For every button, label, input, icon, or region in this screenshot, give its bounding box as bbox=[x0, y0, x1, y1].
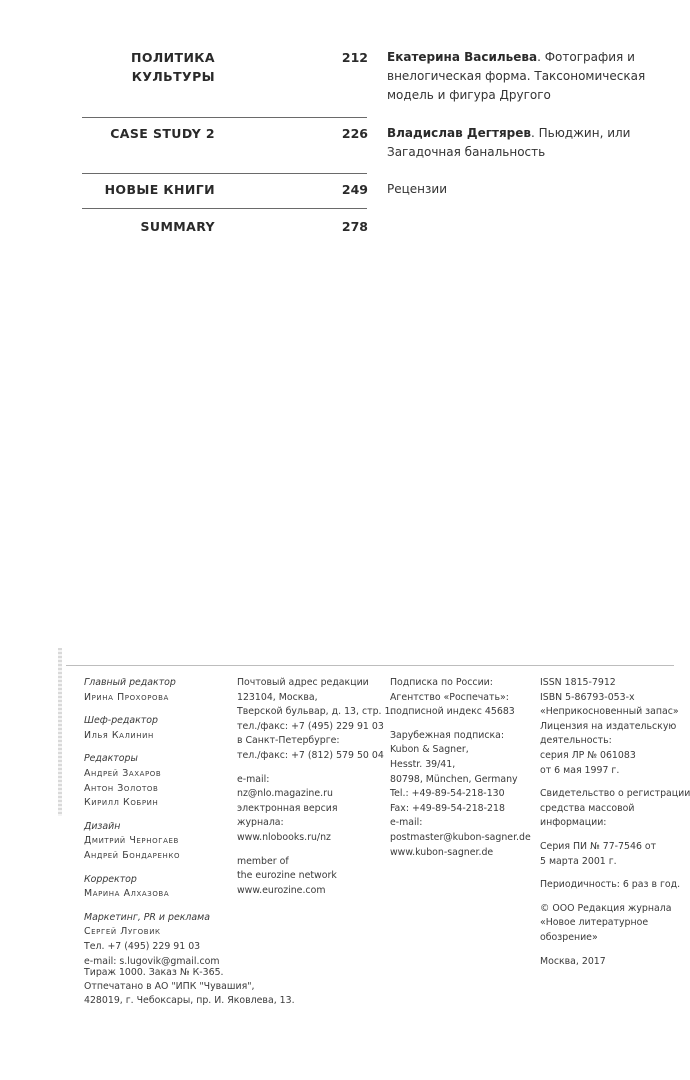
page-edge-shadow bbox=[58, 648, 62, 816]
license-line: Лицензия на издательскую bbox=[540, 720, 677, 732]
role-label: Редакторы bbox=[84, 753, 138, 765]
license-line: серия ЛР № 061083 bbox=[540, 749, 636, 761]
registration-line: средства массовой bbox=[540, 802, 635, 814]
article-author: Владислав Дегтярев bbox=[387, 126, 531, 140]
email-link[interactable]: nz@nlo.magazine.ru bbox=[237, 788, 333, 800]
staff-name: Илья Калинин bbox=[84, 729, 154, 741]
staff-name: Андрей Бондаренко bbox=[84, 849, 181, 861]
staff-name: Ирина Прохорова bbox=[84, 691, 169, 703]
web-label: электронная версия bbox=[237, 802, 338, 814]
staff-name: Антон Золотов bbox=[84, 782, 159, 794]
subscription-line: Агентство «Роспечать»: bbox=[390, 691, 509, 703]
section-title: НОВЫЕ КНИГИ bbox=[104, 182, 215, 197]
email-label: e-mail: bbox=[237, 773, 270, 785]
address-line: 123104, Москва, bbox=[237, 691, 318, 703]
website-link[interactable]: www.kubon-sagner.de bbox=[390, 846, 494, 858]
email-link[interactable]: e-mail: s.lugovik@gmail.com bbox=[84, 955, 220, 967]
toc-divider bbox=[82, 117, 367, 118]
role-label: Дизайн bbox=[84, 820, 121, 832]
role-label: Корректор bbox=[84, 873, 137, 885]
issn-line: «Неприкосновенный запас» bbox=[540, 706, 679, 718]
network-label: member of bbox=[237, 855, 289, 867]
series-line: Серия ПИ № 77-7546 от bbox=[540, 840, 657, 852]
toc-divider bbox=[82, 208, 367, 209]
website-link[interactable]: www.eurozine.com bbox=[237, 884, 326, 896]
section-title: SUMMARY bbox=[140, 219, 215, 234]
printer-line: Отпечатано в АО "ИПК "Чувашия", bbox=[84, 980, 255, 992]
page-number: 226 bbox=[341, 126, 368, 141]
masthead-contacts bbox=[237, 676, 394, 898]
section-title: ПОЛИТИКА КУЛЬТУРЫ bbox=[130, 50, 215, 84]
staff-name: Сергей Луговик bbox=[84, 926, 161, 938]
printer-info bbox=[84, 966, 295, 1007]
foreign-subscription-line: Tel.: +49-89-54-218-130 bbox=[390, 788, 505, 800]
copyright-line: © ООО Редакция журнала bbox=[540, 902, 672, 914]
page-number: 212 bbox=[341, 50, 368, 65]
network-label: the eurozine network bbox=[237, 870, 337, 882]
foreign-subscription-line: 80798, München, Germany bbox=[390, 773, 518, 785]
email-link[interactable]: postmaster@kubon-sagner.de bbox=[390, 831, 531, 843]
masthead-legal bbox=[540, 676, 690, 969]
masthead-staff bbox=[84, 676, 234, 969]
place-year: Москва, 2017 bbox=[540, 955, 606, 967]
article-title: . Фотография и внелогическая форма. Таксономическая модель и фигура Другого bbox=[387, 50, 646, 102]
staff-name: Кирилл Кобрин bbox=[84, 797, 159, 809]
role-label: Маркетинг, PR и реклама bbox=[84, 911, 210, 923]
foreign-subscription-line: Зарубежная подписка: bbox=[390, 729, 505, 741]
foreign-subscription-line: Hesstr. 39/41, bbox=[390, 758, 456, 770]
section-title: CASE STUDY 2 bbox=[110, 126, 215, 141]
license-line: деятельность: bbox=[540, 735, 612, 747]
article-entry bbox=[387, 124, 679, 162]
staff-name: Марина Алхазова bbox=[84, 888, 170, 900]
printer-line: 428019, г. Чебоксары, пр. И. Яковлева, 13. bbox=[84, 994, 295, 1006]
page-number: 249 bbox=[341, 182, 368, 197]
toc-divider bbox=[82, 173, 367, 174]
series-line: 5 марта 2001 г. bbox=[540, 855, 617, 867]
masthead-subscription bbox=[390, 676, 535, 860]
address-line: в Санкт-Петербурге: bbox=[237, 735, 340, 747]
article-entry: Рецензии bbox=[387, 182, 447, 196]
foreign-subscription-line: Kubon & Sagner, bbox=[390, 744, 469, 756]
foreign-subscription-line: e-mail: bbox=[390, 817, 423, 829]
article-author: Екатерина Васильева bbox=[387, 50, 538, 64]
address-line: тел./факс: +7 (495) 229 91 03 bbox=[237, 720, 384, 732]
copyright-line: «Новое литературное bbox=[540, 917, 649, 929]
article-entry bbox=[387, 48, 679, 105]
registration-line: информации: bbox=[540, 817, 607, 829]
registration-line: Свидетельство о регистрации bbox=[540, 788, 690, 800]
article-title: . Пьюджин, или Загадочная банальность bbox=[387, 126, 631, 159]
subscription-line: Подписка по России: bbox=[390, 677, 493, 688]
staff-name: Андрей Захаров bbox=[84, 767, 162, 779]
website-link[interactable]: www.nlobooks.ru/nz bbox=[237, 831, 331, 843]
address-line: тел./факс: +7 (812) 579 50 04 bbox=[237, 749, 384, 761]
role-label: Главный редактор bbox=[84, 677, 176, 688]
foreign-subscription-line: Fax: +49-89-54-218-218 bbox=[390, 802, 505, 814]
copyright-line: обозрение» bbox=[540, 931, 598, 943]
page-number: 278 bbox=[341, 219, 368, 234]
issn-line: ISBN 5-86793-053-x bbox=[540, 691, 635, 703]
web-label: журнала: bbox=[237, 817, 284, 829]
license-line: от 6 мая 1997 г. bbox=[540, 764, 620, 776]
printer-line: Тираж 1000. Заказ № К-365. bbox=[84, 967, 224, 978]
masthead-divider bbox=[66, 665, 674, 666]
staff-name: Дмитрий Черногаев bbox=[84, 835, 179, 847]
phone-text: Тел. +7 (495) 229 91 03 bbox=[84, 940, 201, 952]
address-line: Почтовый адрес редакции bbox=[237, 677, 369, 688]
role-label: Шеф-редактор bbox=[84, 715, 158, 727]
address-line: Тверской бульвар, д. 13, стр. 1. bbox=[237, 706, 394, 718]
periodicity-text: Периодичность: 6 раз в год. bbox=[540, 879, 681, 891]
issn-line: ISSN 1815-7912 bbox=[540, 677, 616, 688]
subscription-line: подписной индекс 45683 bbox=[390, 706, 515, 718]
